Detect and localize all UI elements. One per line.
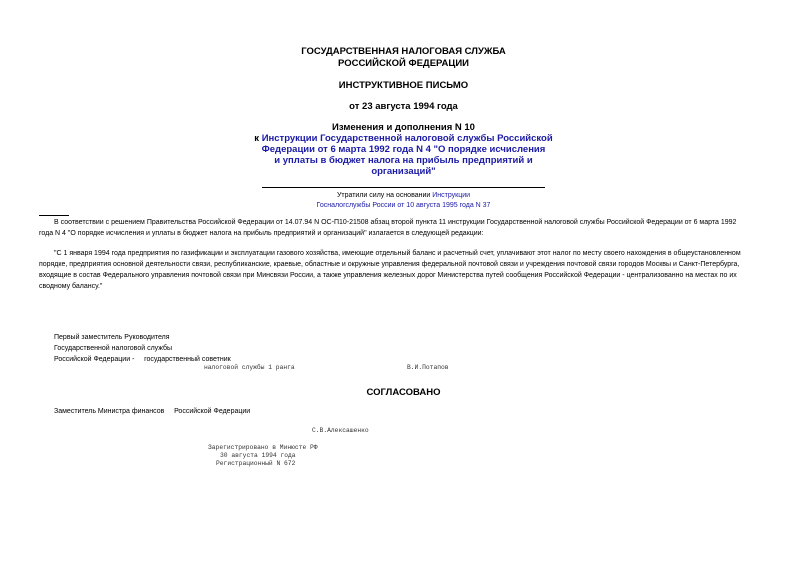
signatory-name: В.И.Потапов <box>407 364 449 371</box>
document-title: Изменения и дополнения N 10 <box>332 122 475 133</box>
agency-name-line1: ГОСУДАРСТВЕННАЯ НАЛОГОВАЯ СЛУЖБА <box>301 46 506 57</box>
paragraph2-line4: сводному балансу." <box>39 283 103 290</box>
subtitle-line1 <box>0 133 807 144</box>
subtitle-prefix: к <box>254 133 260 144</box>
repeal-instruction-link-line2[interactable]: Госналогслужбы России от 10 августа 1995 года N 37 <box>316 202 491 209</box>
instruction-link-part2[interactable]: Федерации от 6 марта 1992 года N 4 "О порядке исчисления <box>261 144 546 155</box>
body-divider <box>39 215 69 216</box>
signatory-rank: налоговой службы 1 ранга <box>204 364 295 371</box>
signatory-position-line3: Российской Федерации - государственный советник <box>54 356 231 363</box>
instruction-link-part3[interactable]: и уплаты в бюджет налога на прибыль предприятий и <box>274 155 533 166</box>
paragraph2-line3: входящие в состав Федерального управления почтовой связи при Минсвязи России, а также управления железных дорог Министерства путей сообщения Российской Федерации - централизованно на местах по их <box>39 272 737 279</box>
paragraph2-line1: "С 1 января 1994 года предприятия по газификации и эксплуатации газового хозяйства, имеющие отдельный баланс и расчетный счет, уплачивают этот налог по месту своего нахождения в общеустановленном <box>54 250 741 257</box>
paragraph2-line2: порядке, предприятия основной деятельности связи, республиканские, краевые, областные и окружные управления федеральной почтовой связи и учреждения почтовой связи городов Москвы и Санкт-Петербурга, <box>39 261 740 268</box>
agency-name-line2: РОССИЙСКОЙ ФЕДЕРАЦИИ <box>337 58 469 69</box>
registration-line2: 30 августа 1994 года <box>220 452 296 459</box>
document-type: ИНСТРУКТИВНОЕ ПИСЬМО <box>338 80 469 91</box>
instruction-link-part1[interactable]: Инструкции Государственной налоговой службы Российской <box>261 133 553 144</box>
signatory-position-line2: Государственной налоговой службы <box>54 345 173 352</box>
registration-line3: Регистрационный N 672 <box>216 460 296 467</box>
repeal-notice-line1 <box>0 191 807 201</box>
repeal-instruction-link[interactable]: Инструкции <box>432 192 471 199</box>
paragraph1-line1: В соответствии с решением Правительства Российской Федерации от 14.07.94 N ОС-П10-21508 абзац второй пункта 11 инструкции Государственной налоговой службы Российской Федерации от 6 марта 1992 <box>54 219 737 226</box>
instruction-link-part4[interactable]: организаций" <box>371 166 436 177</box>
document-date: от 23 августа 1994 года <box>349 101 458 112</box>
registration-line1: Зарегистрировано в Минюсте РФ <box>208 444 318 451</box>
repeal-notice-text: Утратили силу на основании <box>336 192 431 199</box>
signatory-position-line1: Первый заместитель Руководителя <box>54 334 170 341</box>
approval-heading: СОГЛАСОВАНО <box>366 387 441 398</box>
notice-divider <box>262 187 545 188</box>
approval-position: Заместитель Министра финансов Российской Федерации <box>54 408 251 415</box>
approval-name: С.В.Алексашенко <box>312 427 369 434</box>
paragraph1-line2: года N 4 "О порядке исчисления и уплаты в бюджет налога на прибыль предприятий и организаций" излагается в следующей редакции: <box>39 230 484 237</box>
